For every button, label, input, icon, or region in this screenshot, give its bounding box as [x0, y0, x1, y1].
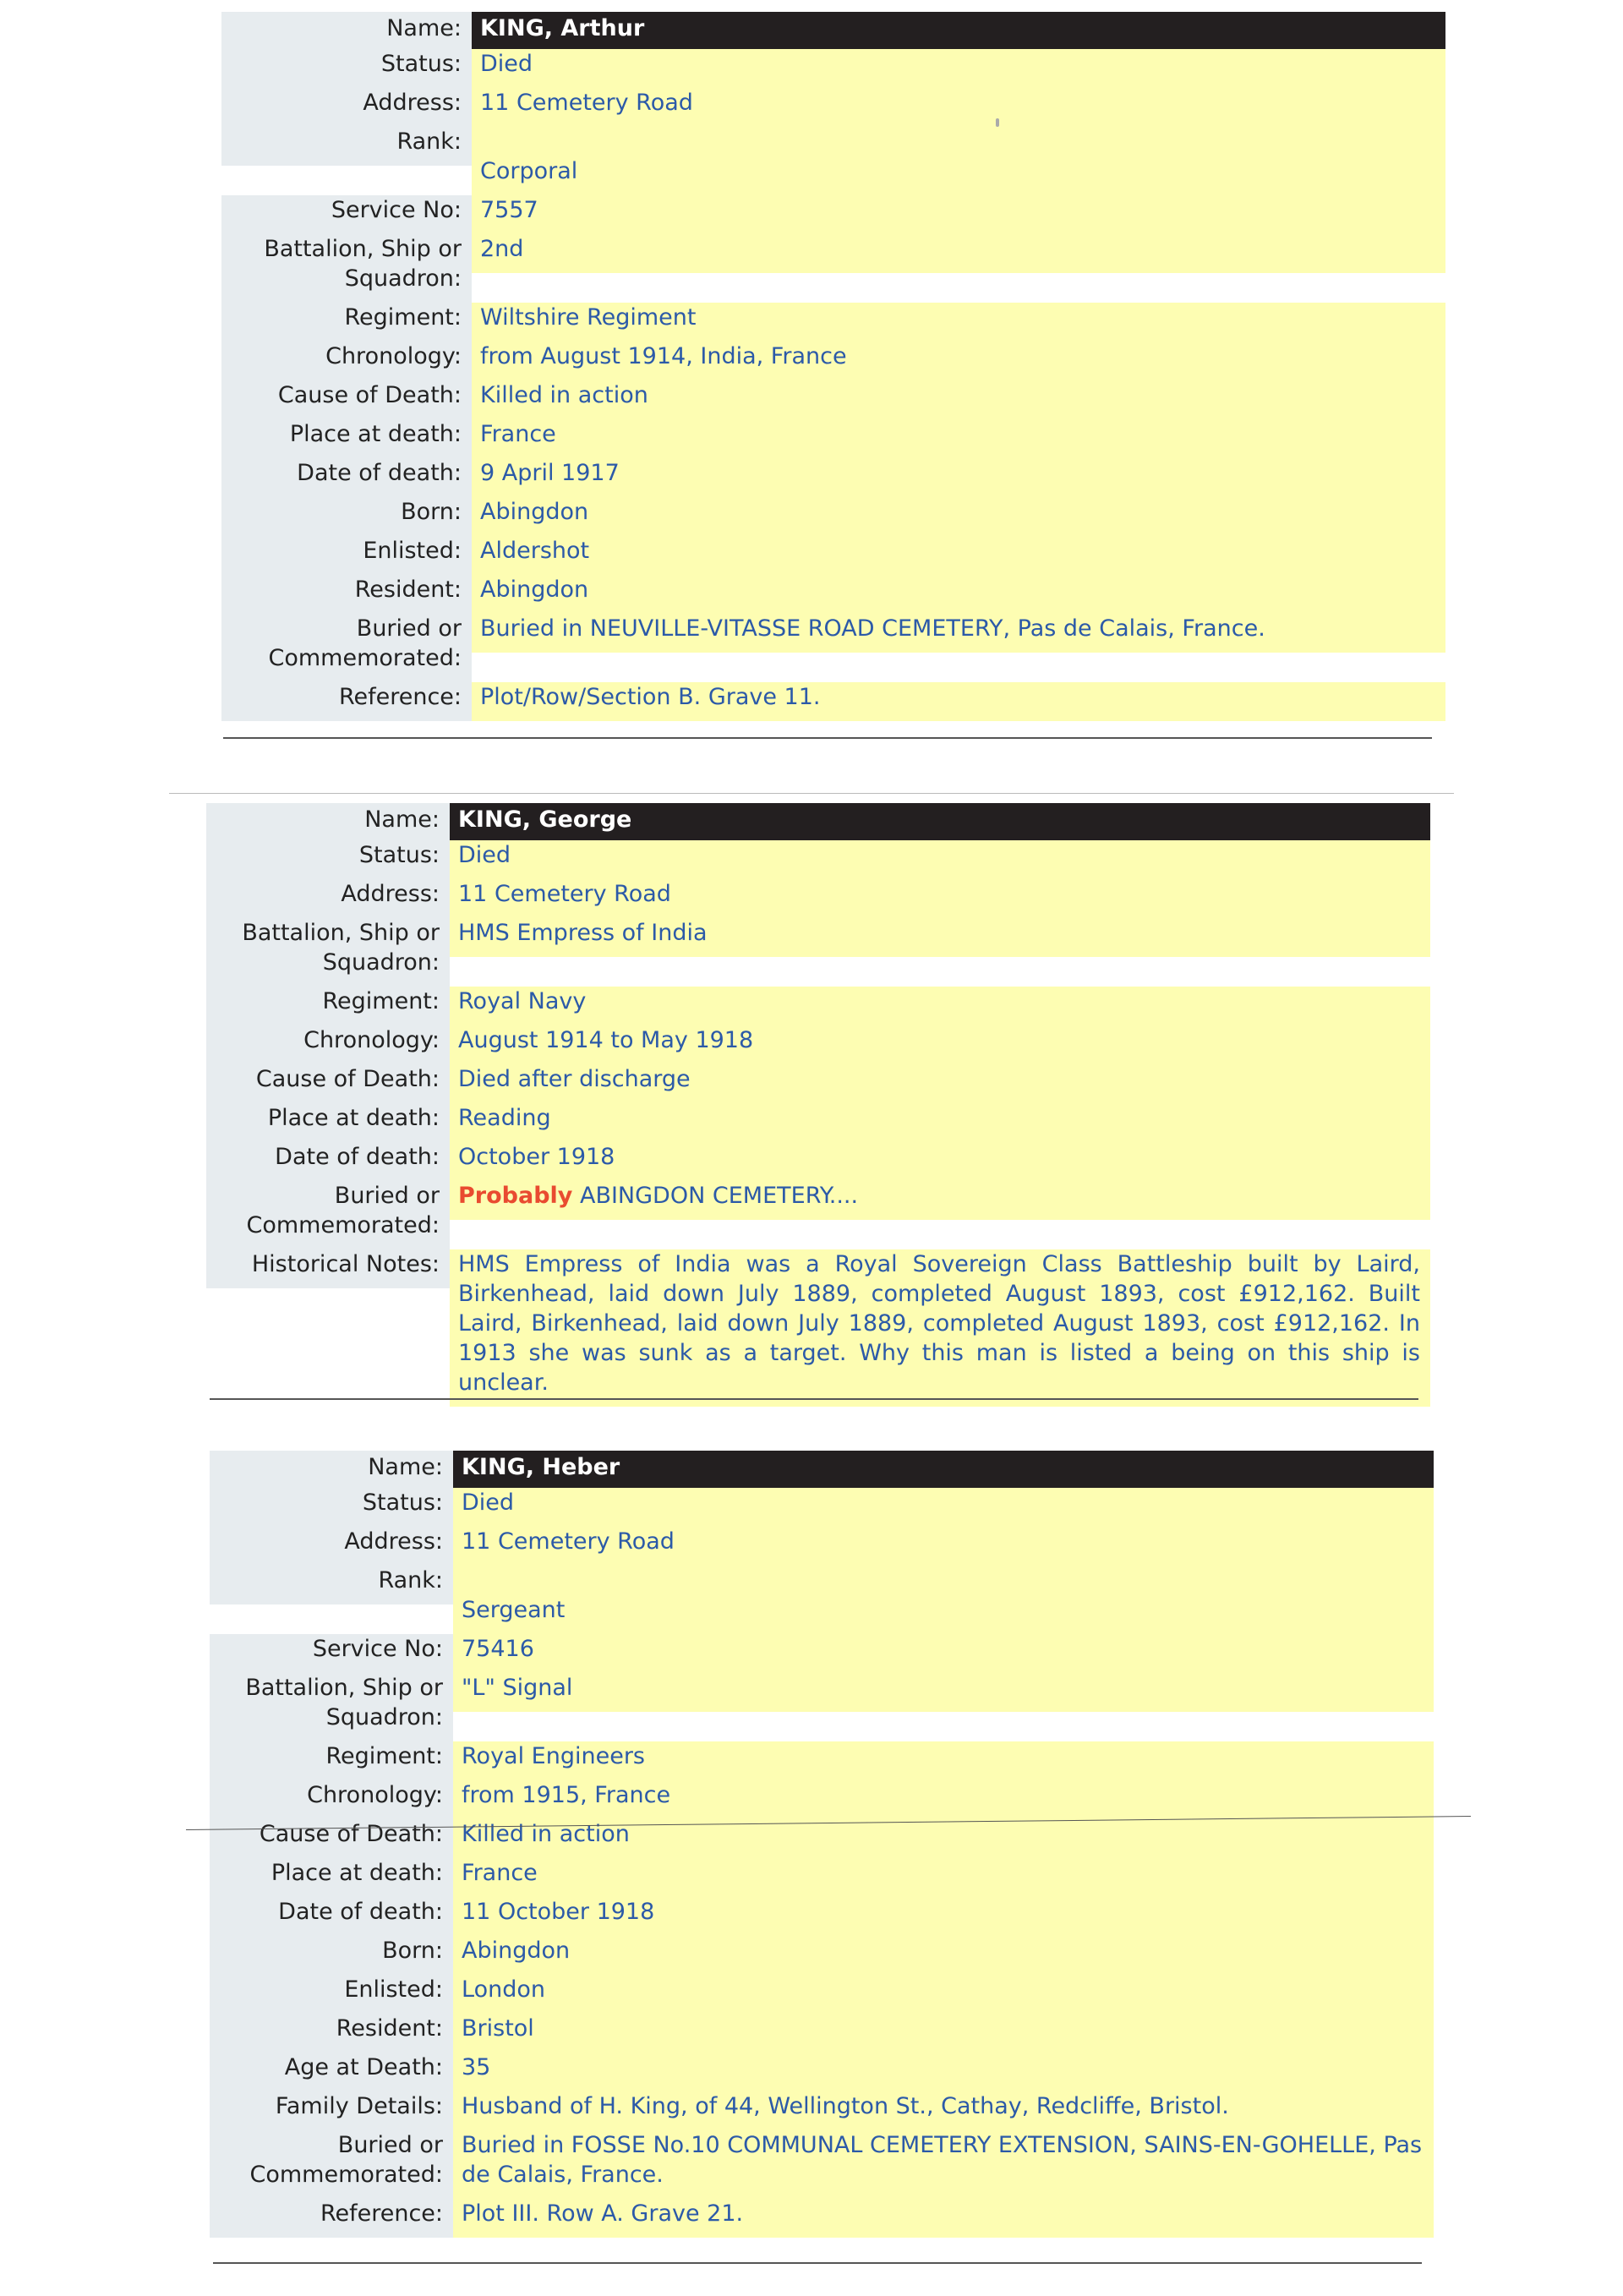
field-value: Abingdon [472, 575, 1445, 614]
record-row [221, 303, 1445, 342]
field-label: Name: [221, 12, 472, 49]
historical-notes: HMS Empress of India was a Royal Sovereign Class Battleship built by Laird, Birkenhead, laid down July 1889, completed August 1893, cost £912,162. Built Laird, Birkenhead, laid down July 1889, completed August 1893, cost £912,162. In 1913 she was sunk as a target. Why this man is listed a being on this ship is unclear. [450, 1249, 1430, 1407]
record-table [221, 12, 1445, 721]
record-row [210, 1858, 1434, 1897]
record-row [210, 2014, 1434, 2053]
field-value: France [472, 419, 1445, 458]
field-label: Date of death: [210, 1897, 453, 1936]
record-row [221, 88, 1445, 127]
record-row [210, 1897, 1434, 1936]
name-row [206, 803, 1430, 840]
record-row [210, 2053, 1434, 2091]
record-row [221, 342, 1445, 380]
field-value: 35 [453, 2053, 1434, 2091]
field-value: Killed in action [453, 1819, 1434, 1858]
field-label: Enlisted: [221, 536, 472, 575]
record-row [210, 1673, 1434, 1741]
field-label: Battalion, Ship or Squadron: [221, 234, 472, 303]
record-row [210, 1634, 1434, 1673]
field-value: Died after discharge [450, 1064, 1430, 1103]
person-name: KING, George [450, 803, 1430, 840]
record-separator [223, 737, 1432, 739]
buried-value [450, 1181, 1430, 1220]
field-label: Name: [210, 1451, 453, 1488]
record-row [210, 1780, 1434, 1819]
field-label: Buried or Commemorated: [210, 2130, 453, 2199]
person-name: KING, Heber [453, 1451, 1434, 1488]
field-label: Status: [206, 840, 450, 879]
field-label: Family Details: [210, 2091, 453, 2130]
field-value: 11 Cemetery Road [450, 879, 1430, 918]
field-value: Died [453, 1488, 1434, 1527]
record-row [210, 2130, 1434, 2199]
scan-line [169, 793, 1454, 794]
field-value: Died [450, 840, 1430, 879]
field-label: Place at death: [210, 1858, 453, 1897]
field-label: Chronology: [206, 1025, 450, 1064]
field-value: Buried in NEUVILLE-VITASSE ROAD CEMETERY, Pas de Calais, France. [472, 614, 1445, 653]
record-row [221, 234, 1445, 303]
field-label: Born: [221, 497, 472, 536]
record-row [210, 2091, 1434, 2130]
field-label: Place at death: [221, 419, 472, 458]
field-label: Cause of Death: [206, 1064, 450, 1103]
field-value: Corporal [472, 127, 1445, 195]
field-value: Bristol [453, 2014, 1434, 2053]
field-value: from August 1914, India, France [472, 342, 1445, 380]
record-row [206, 918, 1430, 987]
field-value: HMS Empress of India [450, 918, 1430, 957]
field-value: Aldershot [472, 536, 1445, 575]
field-value: from 1915, France [453, 1780, 1434, 1819]
field-label: Address: [221, 88, 472, 127]
field-value: 9 April 1917 [472, 458, 1445, 497]
field-label: Born: [210, 1936, 453, 1975]
record-row [206, 879, 1430, 918]
field-label: Date of death: [206, 1142, 450, 1181]
record-row [221, 536, 1445, 575]
field-value: 11 October 1918 [453, 1897, 1434, 1936]
field-value: Plot III. Row A. Grave 21. [453, 2199, 1434, 2238]
field-label: Battalion, Ship or Squadron: [206, 918, 450, 987]
field-value: 75416 [453, 1634, 1434, 1673]
record-row [206, 1025, 1430, 1064]
probably-highlight: Probably [458, 1183, 573, 1209]
field-value: Abingdon [472, 497, 1445, 536]
field-label: Age at Death: [210, 2053, 453, 2091]
record-separator [210, 1398, 1418, 1400]
field-label: Address: [210, 1527, 453, 1566]
field-value: Killed in action [472, 380, 1445, 419]
field-label: Status: [210, 1488, 453, 1527]
field-value: Plot/Row/Section B. Grave 11. [472, 682, 1445, 721]
field-label: Place at death: [206, 1103, 450, 1142]
field-label: Resident: [221, 575, 472, 614]
field-value: 2nd [472, 234, 1445, 273]
record-row [206, 1142, 1430, 1181]
record-row [221, 682, 1445, 721]
field-label: Name: [206, 803, 450, 840]
field-value: London [453, 1975, 1434, 2014]
field-value: Reading [450, 1103, 1430, 1142]
field-label: Cause of Death: [210, 1819, 453, 1858]
record-row [221, 419, 1445, 458]
field-label: Address: [206, 879, 450, 918]
record-table [210, 1451, 1434, 2238]
field-label: Rank: [221, 127, 472, 166]
field-value: Abingdon [453, 1936, 1434, 1975]
record-row [206, 987, 1430, 1025]
field-label: Reference: [210, 2199, 453, 2238]
field-value: Sergeant [453, 1566, 1434, 1634]
field-value: France [453, 1858, 1434, 1897]
field-label: Battalion, Ship or Squadron: [210, 1673, 453, 1741]
field-value: Royal Engineers [453, 1741, 1434, 1780]
scan-speck [996, 118, 999, 127]
field-value: Husband of H. King, of 44, Wellington St., Cathay, Redcliffe, Bristol. [453, 2091, 1434, 2130]
field-label: Rank: [210, 1566, 453, 1604]
field-value: October 1918 [450, 1142, 1430, 1181]
field-value: Died [472, 49, 1445, 88]
field-label: Regiment: [221, 303, 472, 342]
record-row [221, 575, 1445, 614]
person-name: KING, Arthur [472, 12, 1445, 49]
field-label: Status: [221, 49, 472, 88]
field-value: August 1914 to May 1918 [450, 1025, 1430, 1064]
field-value: 11 Cemetery Road [453, 1527, 1434, 1566]
record-row [210, 2199, 1434, 2238]
record-row [210, 1975, 1434, 2014]
record-row [206, 840, 1430, 879]
field-label: Historical Notes: [206, 1249, 450, 1288]
record-row [221, 195, 1445, 234]
field-value: "L" Signal [453, 1673, 1434, 1712]
field-label: Buried or Commemorated: [206, 1181, 450, 1249]
name-row [210, 1451, 1434, 1488]
field-label: Buried or Commemorated: [221, 614, 472, 682]
record-row [206, 1181, 1430, 1249]
record-row [206, 1249, 1430, 1407]
record-row [210, 1488, 1434, 1527]
field-label: Chronology: [210, 1780, 453, 1819]
field-label: Resident: [210, 2014, 453, 2053]
field-label: Regiment: [210, 1741, 453, 1780]
record-row [221, 458, 1445, 497]
record-row [206, 1103, 1430, 1142]
name-row [221, 12, 1445, 49]
record-row [210, 1741, 1434, 1780]
field-label: Service No: [210, 1634, 453, 1673]
field-label: Cause of Death: [221, 380, 472, 419]
field-value: 11 Cemetery Road [472, 88, 1445, 127]
field-label: Service No: [221, 195, 472, 234]
record-row [221, 49, 1445, 88]
record-row [210, 1819, 1434, 1858]
field-value: Buried in FOSSE No.10 COMMUNAL CEMETERY EXTENSION, SAINS-EN-GOHELLE, Pas de Calais, France. [453, 2130, 1434, 2199]
record-row [206, 1064, 1430, 1103]
field-label: Date of death: [221, 458, 472, 497]
record-row [210, 1936, 1434, 1975]
field-label: Enlisted: [210, 1975, 453, 2014]
field-label: Chronology: [221, 342, 472, 380]
field-value: 7557 [472, 195, 1445, 234]
record-row [210, 1566, 1434, 1634]
record-separator [213, 2262, 1422, 2264]
record-row [221, 497, 1445, 536]
field-label: Reference: [221, 682, 472, 721]
record-table [206, 803, 1430, 1407]
buried-text: ABINGDON CEMETERY.... [572, 1183, 859, 1209]
field-value: Royal Navy [450, 987, 1430, 1025]
record-row [221, 127, 1445, 195]
record-row [221, 614, 1445, 682]
field-value: Wiltshire Regiment [472, 303, 1445, 342]
field-label: Regiment: [206, 987, 450, 1025]
record-row [221, 380, 1445, 419]
record-row [210, 1527, 1434, 1566]
